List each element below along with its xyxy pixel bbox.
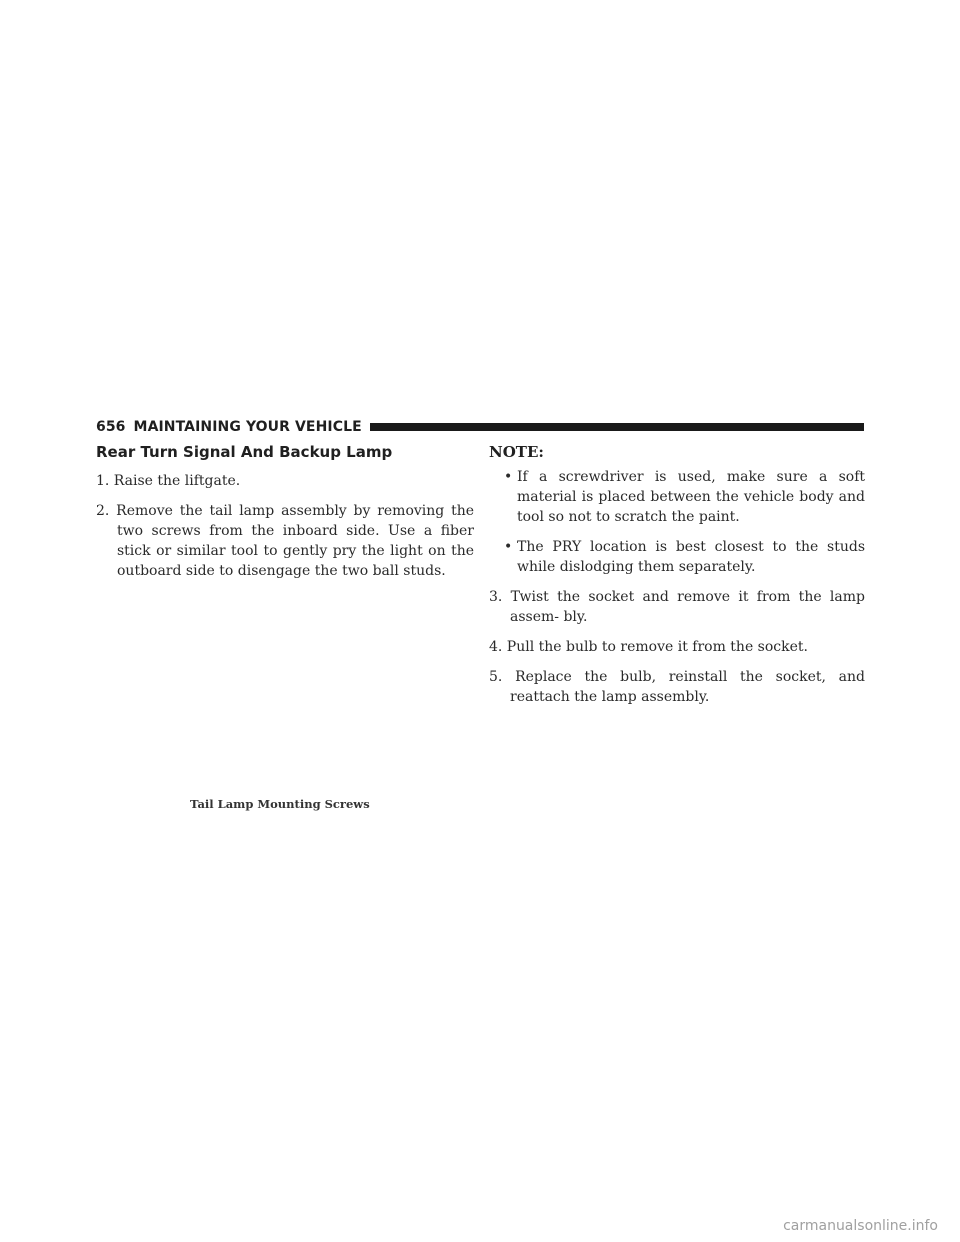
page-number: 656 — [96, 419, 126, 435]
section-heading: Rear Turn Signal And Backup Lamp — [96, 443, 393, 461]
page-header — [96, 416, 864, 438]
step-3: 3. Twist the socket and remove it from the lamp assem- bly. — [489, 589, 865, 625]
note-bullet-text: The PRY location is best closest to the studs while dislodging them separately. — [517, 539, 865, 575]
note-bullet-text: If a screwdriver is used, make sure a soft material is placed between the vehicle body and tool so not to scratch the paint. — [517, 469, 865, 525]
left-column — [96, 440, 474, 591]
step-4: 4. Pull the bulb to remove it from the socket. — [489, 639, 808, 655]
figure-caption: Tail Lamp Mounting Screws — [190, 797, 370, 811]
step-1: 1. Raise the liftgate. — [96, 473, 241, 489]
section-title: MAINTAINING YOUR VEHICLE — [133, 419, 362, 435]
note-bullet-2 — [489, 537, 865, 577]
bullet-mark: • — [504, 539, 513, 555]
watermark: carmanualsonline.info — [783, 1218, 938, 1234]
note-bullet-1 — [489, 467, 865, 527]
step-2: 2. Remove the tail lamp assembly by removing the two screws from the inboard side. Use a fiber stick or similar tool to gently pry the light on the outboard side to disengage the two ball studs. — [96, 503, 474, 579]
header-rule — [370, 423, 864, 431]
bullet-mark: • — [504, 469, 513, 485]
right-column — [489, 440, 865, 717]
note-title: NOTE: — [489, 443, 544, 461]
step-5: 5. Replace the bulb, reinstall the socket, and reattach the lamp assembly. — [489, 669, 865, 705]
figure-image-area — [96, 600, 474, 790]
